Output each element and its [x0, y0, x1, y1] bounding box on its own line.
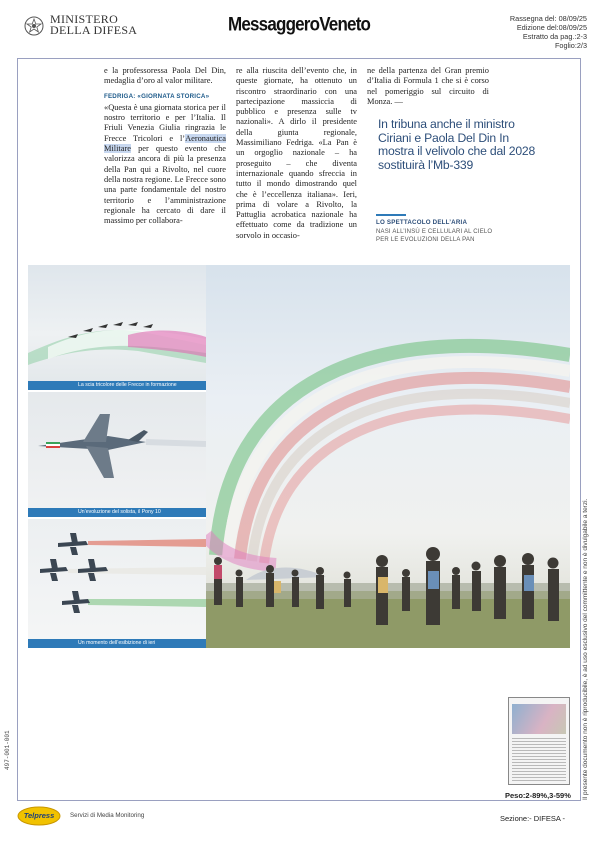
sheet-number: Foglio:2/3 [554, 41, 587, 50]
formation-smoke-illustration [28, 265, 206, 390]
page-extract: Estratto da pag.:2-3 [522, 32, 587, 41]
caption-rule [376, 214, 406, 216]
newspaper-logo: MessaggeroVeneto [228, 13, 371, 35]
telpress-logo-text: Telpress [23, 811, 55, 820]
photo-jets-formation [28, 519, 206, 648]
article-column-2 [236, 66, 357, 241]
article-paragraph: re alla riuscita dell’evento che, in queste giornate, ha ottenuto un riscontro straordinario con una partecipazione massiccia di pubblico e presenza sulle tv nazionali». A dirlo il presidente della giunta regionale, Massimiliano Fedriga. «La Pan è un orgoglio nazionale – ha proseguito – che diventa internazionale quando sfreccia in tutto il mondo dimostrando quel che è l’eccellenza italiana». Ieri, prima di volare a Rivolto, la Pattuglia acrobatica nazionale ha effettuato come da tradizione un sorvolo in occasio- [236, 66, 357, 240]
jets-smoke-illustration [28, 519, 206, 648]
section-label: Sezione:- DIFESA - [500, 814, 566, 823]
photo-caption-formation: La scia tricolore delle Frecce in formazione [28, 381, 206, 390]
article-paragraph: e la professoressa Paola Del Din, medaglia d’oro al valor militare. [104, 66, 226, 86]
photo-solo-jet [28, 392, 206, 517]
photo-formation [28, 265, 206, 390]
thumbnail-image [512, 704, 566, 734]
photo-strip [28, 265, 206, 648]
press-review-metadata [510, 14, 587, 50]
caption-text: NASI ALL’INSÙ E CELLULARI AL CIELO PER LE EVOLUZIONI DELLA PAN [376, 229, 493, 243]
page-weight: Peso:2-89%,3-59% [505, 791, 571, 800]
thumbnail-text-lines [512, 738, 566, 782]
photo-caption-event: Un momento dell’esibizione di ieri [28, 639, 206, 648]
media-monitoring-label: Servizi di Media Monitoring [70, 812, 145, 819]
highlighted-term: Aeronautica Militare [104, 133, 226, 154]
legal-notice: Il presente documento non è riproducibile, è ad uso esclusivo del committente e non è divulgabile a terzi. [582, 498, 589, 800]
review-date: Rassegna del: 08/09/25 [509, 14, 587, 23]
article-column-3 [367, 66, 489, 107]
page-header [0, 0, 595, 48]
solo-jet-illustration [28, 392, 206, 517]
article-subheading: FEDRIGA: «GIORNATA STORICA» [104, 92, 210, 100]
pull-quote: In tribuna anche il ministro Ciriani e Paola Del Din In mostra il velivolo che dal 2028 sostituirà l’Mb-339 [378, 117, 536, 172]
article-paragraph: ne della partenza del Gran premio d’Italia di Formula 1 che si è corso nel pomeriggio sul circuito di Monza. — [367, 66, 489, 106]
article-paragraph: «Questa è una giornata storica per il nostro territorio e per l’Italia. Il Friuli Venezia Giulia ringrazia le Frecce Tricolori e l’Aeronautica Militare per questo evento che valorizza ancora di più la presenza della Pan qui a Rivolto, nel cuore della nostra regione. Le Frecce sono una parte fondamentale del nostro territorio e l’amministrazione regionale ha cercato di dare il massimo per collabora- [104, 102, 226, 226]
tricolor-arc-crowd-illustration [206, 265, 570, 648]
article-column-1 [104, 66, 226, 226]
ministry-name: MINISTERO DELLA DIFESA [50, 12, 138, 37]
edition-date: Edizione del:08/09/25 [516, 23, 587, 32]
caption-kicker: LO SPETTACOLO DELL’ARIA [376, 219, 468, 226]
italian-republic-emblem-icon [24, 15, 44, 37]
photo-caption-solo: Un’evoluzione del solista, il Pony 10 [28, 508, 206, 517]
main-photo-crowd-rainbow [206, 265, 570, 648]
document-code: 497-001-001 [4, 730, 11, 770]
page-thumbnail [508, 697, 570, 785]
